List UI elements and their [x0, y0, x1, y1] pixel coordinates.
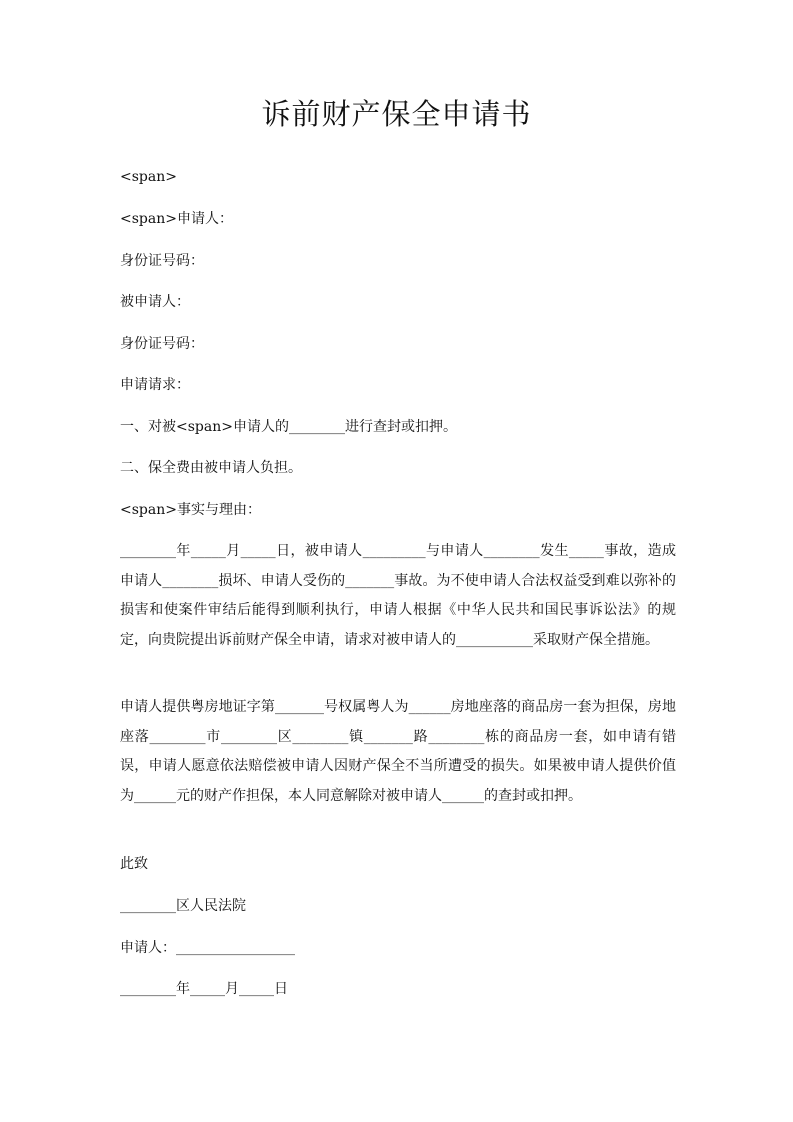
request-item-1: 一、对被<span>申请人的________进行查封或扣押。: [120, 419, 457, 435]
applicant-id-label: 身份证号码：: [120, 253, 204, 269]
respondent-id-label: 身份证号码：: [120, 336, 204, 352]
facts-paragraph: ________年_____月_____日，被申请人_________与申请人________发生_____事故，造成申请人________损坏、申请人受伤的_______事故。为不使申请人合法权益受到难以弥补的损害和使案件审结后能得到顺利执行，申请人根据《中华人民共和国民事诉讼法》的规定，向贵院提出诉前财产保全申请，请求对被申请人的___________采取财产保全措施。: [120, 543, 676, 648]
respondent-label: 被申请人：: [120, 294, 190, 310]
signature-date: ________年_____月_____日: [120, 981, 288, 997]
requests-heading: 申请请求：: [120, 377, 190, 393]
applicant-label: <span>申请人：: [120, 211, 233, 227]
guarantee-paragraph: 申请人提供粤房地证字第_______号权属粤人为______房地座落的商品房一套为担保，房地座落________市________区________镇_______路________栋的商品房一套，如申请有错误，申请人愿意依法赔偿被申请人因财产保全不当所遭受的损失。如果被申请人提供价值为______元的财产作担保，本人同意解除对被申请人______的查封或扣押。: [120, 699, 676, 804]
text-line: <span>: [120, 169, 177, 185]
salutation: 此致: [120, 856, 148, 872]
applicant-signature: 申请人：_________________: [120, 940, 295, 956]
request-item-2: 二、保全费由被申请人负担。: [120, 460, 302, 476]
court-name: ________区人民法院: [120, 898, 246, 914]
facts-heading: <span>事实与理由：: [120, 502, 261, 518]
document-title: 诉前财产保全申请书: [261, 97, 532, 131]
